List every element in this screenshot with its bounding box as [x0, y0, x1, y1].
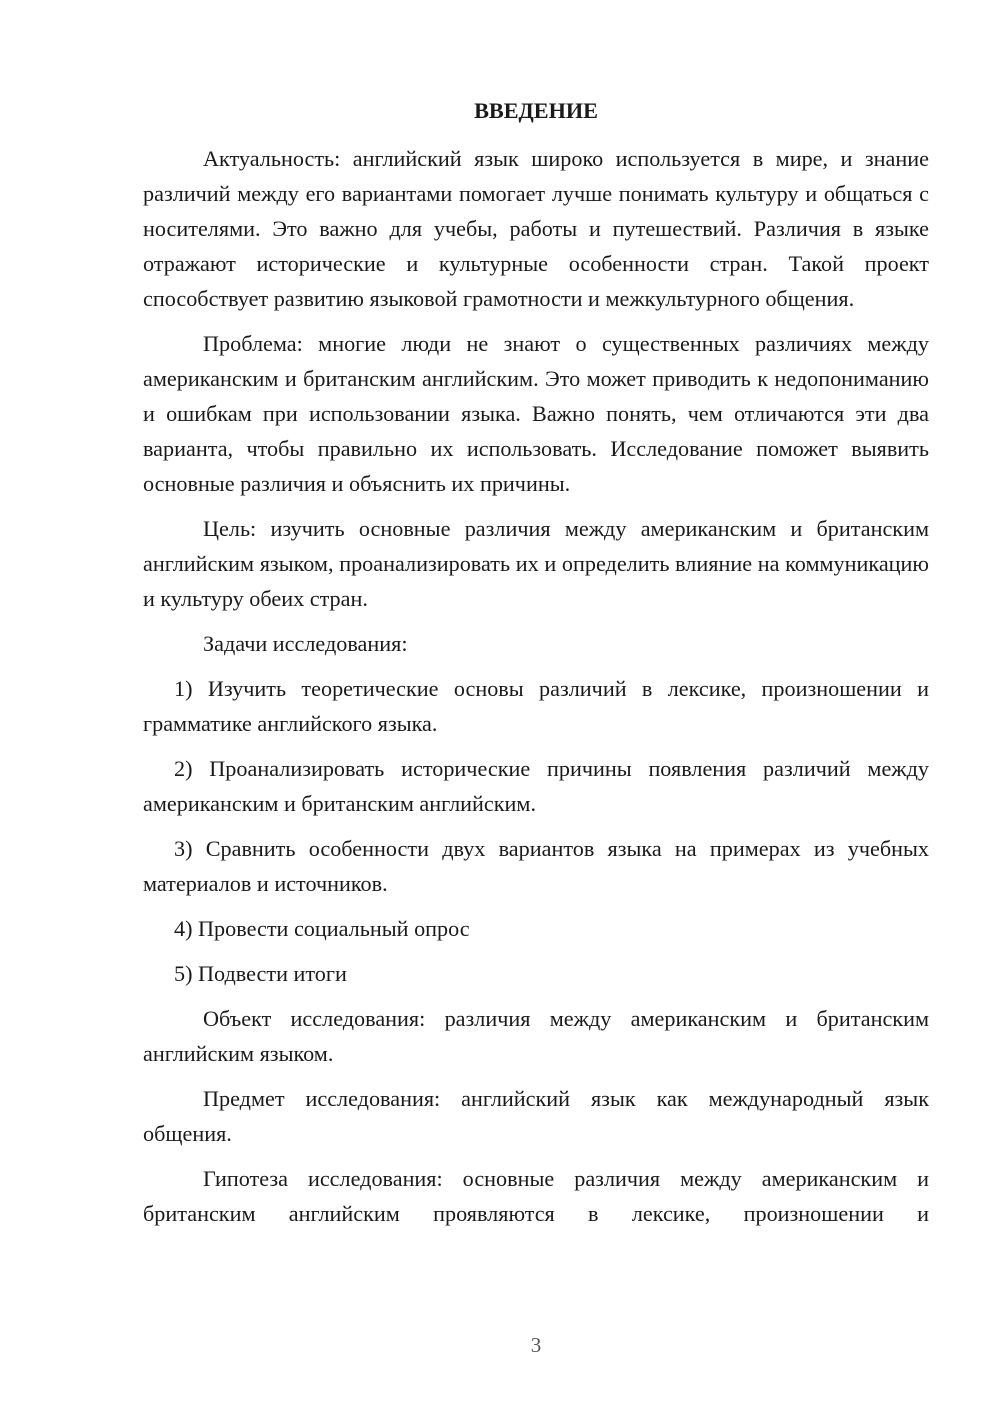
paragraph-object: Объект исследования: различия между американским и британским английским языком.: [143, 1006, 929, 1066]
task-item-5: 5) Подвести итоги: [174, 961, 347, 986]
paragraph-relevance: Актуальность: английский язык широко используется в мире, и знание различий между его вариантами помогает лучше понимать культуру и общаться с носителями. Это важно для учебы, работы и путешествий. Различия в языке отражают исторические и культурные особенности стран. Такой проект способствует развитию языковой грамотности и межкультурного общения.: [143, 146, 929, 311]
task-item-3: 3) Сравнить особенности двух вариантов языка на примерах из учебных материалов и источников.: [143, 836, 929, 896]
task-item-4: 4) Провести социальный опрос: [174, 916, 470, 941]
paragraph-problem: Проблема: многие люди не знают о существенных различиях между американским и британским английским. Это может приводить к недопониманию и ошибкам при использовании языка. Важно понять, чем отличаются эти два варианта, чтобы правильно их использовать. Исследование поможет выявить основные различия и объяснить их причины.: [143, 331, 929, 496]
page-number: 3: [530, 1333, 542, 1357]
paragraph-goal: Цель: изучить основные различия между американским и британским английским языком, проанализировать их и определить влияние на коммуникацию и культуру обеих стран.: [143, 516, 929, 611]
page-content: [143, 86, 929, 1241]
paragraph-tasks-title: Задачи исследования:: [203, 631, 408, 656]
section-heading: ВВЕДЕНИЕ: [474, 98, 598, 123]
task-item-1: 1) Изучить теоретические основы различий в лексике, произношении и грамматике английского языка.: [143, 676, 929, 736]
paragraph-hypothesis: Гипотеза исследования: основные различия между американским и британским английским проявляются в лексике, произношении и: [143, 1166, 929, 1226]
paragraph-subject: Предмет исследования: английский язык как международный язык общения.: [143, 1086, 929, 1146]
task-item-2: 2) Проанализировать исторические причины появления различий между американским и британским английским.: [143, 756, 929, 816]
